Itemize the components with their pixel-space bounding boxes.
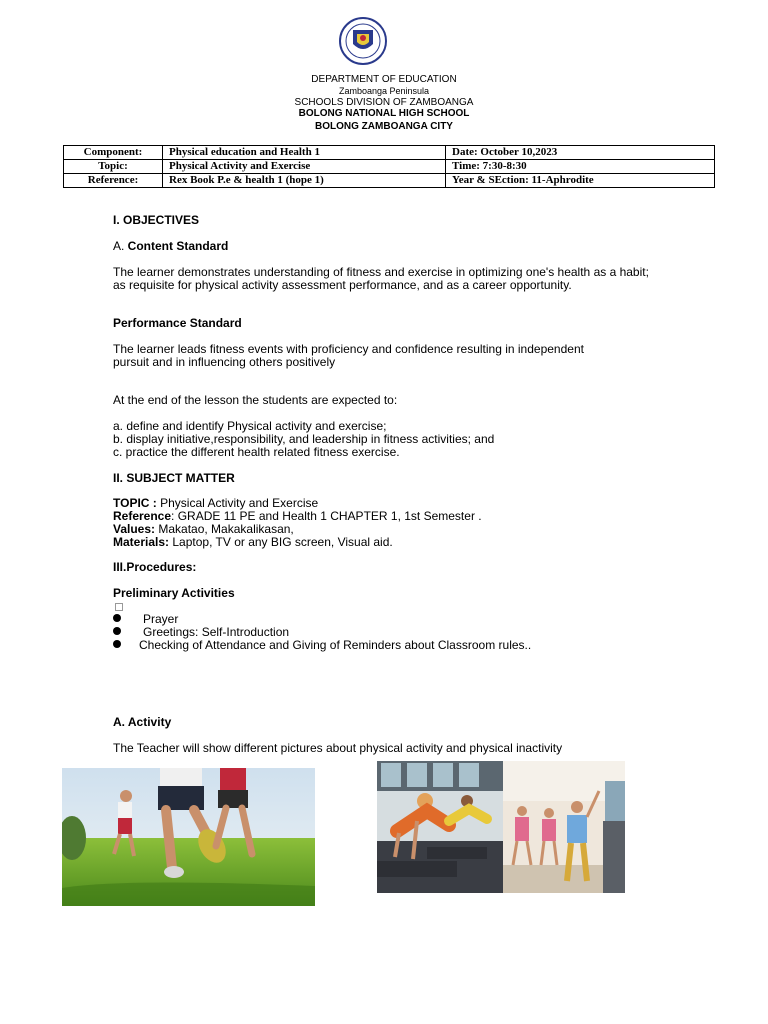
reference-value: Rex Book P.e & health 1 (hope 1) — [163, 174, 446, 188]
topic-label: Topic: — [64, 160, 163, 174]
component-label: Component: — [64, 146, 163, 160]
deped-seal-logo — [331, 16, 395, 66]
content-standard-text: The learner demonstrates understanding of fitness and exercise in optimizing one's health as a habit; as requisite for physical activity assessment performance, and as a career opportunity. — [113, 265, 649, 292]
content-prefix: A. — [113, 239, 128, 253]
division-title: SCHOOLS DIVISION OF ZAMBOANGA — [294, 97, 474, 108]
objectives-heading: I. OBJECTIVES — [113, 213, 200, 227]
topic-value: Physical Activity and Exercise — [163, 160, 446, 174]
bullet-icon — [113, 614, 121, 622]
time-value: Time: 7:30-8:30 — [446, 160, 715, 174]
expected-outcomes-intro: At the end of the lesson the students are expected to: — [113, 393, 398, 407]
materials-text: Laptop, TV or any BIG screen, Visual aid. — [169, 535, 393, 549]
activity-text: The Teacher will show different pictures about physical activity and physical inactivity — [113, 741, 563, 755]
region-title: Zamboanga Peninsula — [338, 86, 430, 96]
procedures-heading: III.Procedures: — [113, 560, 197, 574]
component-value: Physical education and Health 1 — [163, 146, 446, 160]
lesson-info-table — [63, 145, 715, 188]
performance-standard-title: Performance Standard — [113, 316, 242, 330]
topic-label: TOPIC : — [113, 496, 157, 510]
topic-text: Physical Activity and Exercise — [156, 496, 319, 510]
department-title: DEPARTMENT OF EDUCATION — [311, 74, 457, 85]
section-value: Year & SEction: 11-Aphrodite — [446, 174, 715, 188]
objective-item: a. define and identify Physical activity and exercise; — [113, 419, 387, 433]
date-value: Date: October 10,2023 — [446, 146, 715, 160]
activity-heading: A. Activity — [113, 715, 172, 729]
preliminary-activities-title: Preliminary Activities — [113, 586, 235, 600]
performance-standard-text: The learner leads fitness events with proficiency and confidence resulting in independent pursuit and in influencing others positively — [113, 342, 584, 369]
school-title: BOLONG NATIONAL HIGH SCHOOL — [298, 108, 470, 119]
table-row — [64, 160, 715, 174]
location-title: BOLONG ZAMBOANGA CITY — [315, 121, 453, 132]
values-label: Values: — [113, 522, 156, 536]
bullet-icon — [113, 627, 121, 635]
reference-label: Reference — [113, 509, 172, 523]
bullet-text: Prayer — [143, 612, 179, 626]
values-text: Makatao, Makakalikasan, — [155, 522, 294, 536]
objective-item: b. display initiative,responsibility, and leadership in fitness activities; and — [113, 432, 495, 446]
reference-text: : GRADE 11 PE and Health 1 CHAPTER 1, 1st Semester . — [171, 509, 482, 523]
subject-materials — [113, 536, 673, 549]
table-row — [64, 146, 715, 160]
content-standard-heading — [113, 240, 673, 253]
list-item — [113, 639, 531, 652]
placeholder-box-icon — [115, 603, 123, 611]
content-standard-title: Content Standard — [127, 239, 229, 253]
objective-item: c. practice the different health related fitness exercise. — [113, 445, 400, 459]
bullet-text: Greetings: Self-Introduction — [143, 625, 290, 639]
runners-field-photo — [62, 768, 315, 906]
exercise-class-photo — [377, 761, 625, 893]
materials-label: Materials: — [113, 535, 170, 549]
bullet-icon — [113, 640, 121, 648]
subject-matter-heading: II. SUBJECT MATTER — [113, 471, 235, 485]
table-row — [64, 174, 715, 188]
bullet-text: Checking of Attendance and Giving of Reminders about Classroom rules.. — [139, 638, 532, 652]
reference-label: Reference: — [64, 174, 163, 188]
